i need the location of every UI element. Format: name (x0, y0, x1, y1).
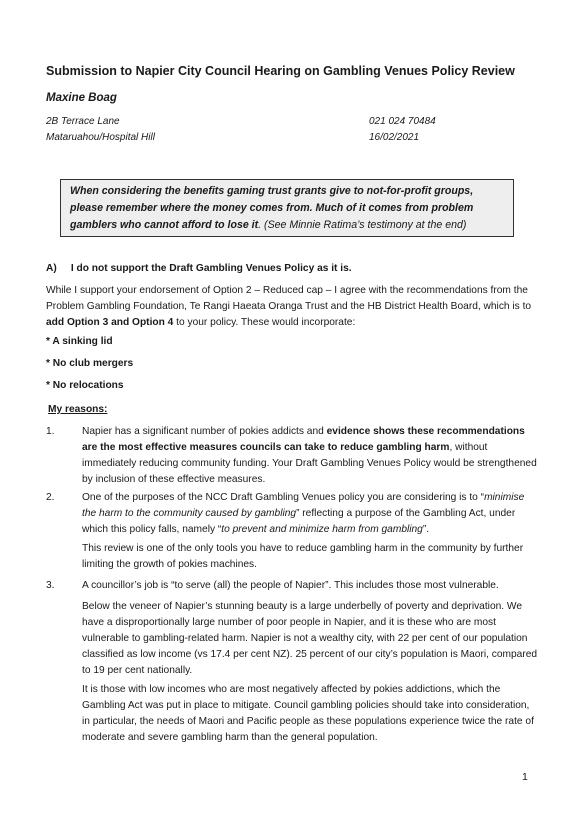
section-a-label: A) (46, 263, 57, 274)
reason-3-paragraph-3: It is those with low incomes who are most negatively affected by pokies addictions, which the Gambling Act was put in place to mitigate. Council gambling policies should take into consideration, in particular, the needs of Maori and Pacific people as these populations experience twice the rate of moderate and severe gambling harm than the general population. (82, 684, 534, 743)
reason-3-paragraph-2: Below the veneer of Napier’s stunning beauty is a large underbelly of poverty and deprivation. We have a disproportionally large number of poor people in Napier, and it is these who are most vulnerable to gambling-related harm. Napier is not a wealthy city, with 22 per cent of our population classified as low income (vs 17.4 per cent NZ). 25 percent of our city’s population is Maori, compared to 19 per cent nationally. (82, 601, 538, 676)
author-name: Maxine Boag (46, 92, 117, 104)
bullet-no-club-mergers: * No club mergers (46, 358, 134, 369)
reasons-heading: My reasons: (48, 404, 108, 415)
document-title: Submission to Napier City Council Hearing on Gambling Venues Policy Review (46, 64, 515, 78)
section-a-title: I do not support the Draft Gambling Venues Policy as it is. (70, 263, 352, 274)
callout-tail-text: . (See Minnie Ratima’s testimony at the end) (258, 219, 467, 231)
reason-number-3: 3. (46, 580, 55, 591)
intro-paragraph: While I support your endorsement of Option 2 – Reduced cap – I agree with the recommendations from the Problem Gambling Foundation, Te Rangi Haeata Oranga Trust and the HB District Health Board, which is to add Option 3 and Option 4 to your policy. These would incorporate: (46, 285, 532, 328)
reason-1-paragraph: Napier has a significant number of pokies addicts and evidence shows these recommendations are the most effective measures councils can take to reduce gambling harm, without immediately reducing community funding. Your Draft Gambling Venues Policy would be strengthened by inclusion of these effective measures. (82, 426, 537, 485)
address-line-2: Mataruahou/Hospital Hill (46, 132, 155, 143)
section-a-heading (46, 261, 352, 277)
address-line-1: 2B Terrace Lane (46, 116, 120, 127)
callout-box (60, 179, 514, 237)
bullet-sinking-lid: * A sinking lid (46, 336, 113, 347)
phone-number: 021 024 70484 (369, 116, 436, 127)
callout-bold-text: When considering the benefits gaming trust grants give to not-for-profit groups, please remember where the money comes from. Much of it comes from problem gamblers who cannot afford to lose it (70, 185, 474, 231)
page-number: 1 (522, 771, 528, 783)
bullet-no-relocations: * No relocations (46, 380, 124, 391)
intro-bold: add Option 3 and Option 4 (46, 317, 174, 328)
reason-2-paragraph-1: One of the purposes of the NCC Draft Gambling Venues policy you are considering is to “minimise the harm to the community caused by gambling” reflecting a purpose of the Gambling Act, under which this policy falls, namely “to prevent and minimize harm from gambling”. (82, 492, 525, 535)
reason-3-paragraph-1: A councillor’s job is “to serve (all) the people of Napier”. This includes those most vulnerable. (82, 580, 499, 591)
submission-date: 16/02/2021 (369, 132, 420, 143)
reason-number-1: 1. (46, 426, 55, 437)
reason-2-paragraph-2: This review is one of the only tools you have to reduce gambling harm in the community by further limiting the growth of pokies machines. (82, 543, 524, 570)
reason-number-2: 2. (46, 492, 55, 503)
